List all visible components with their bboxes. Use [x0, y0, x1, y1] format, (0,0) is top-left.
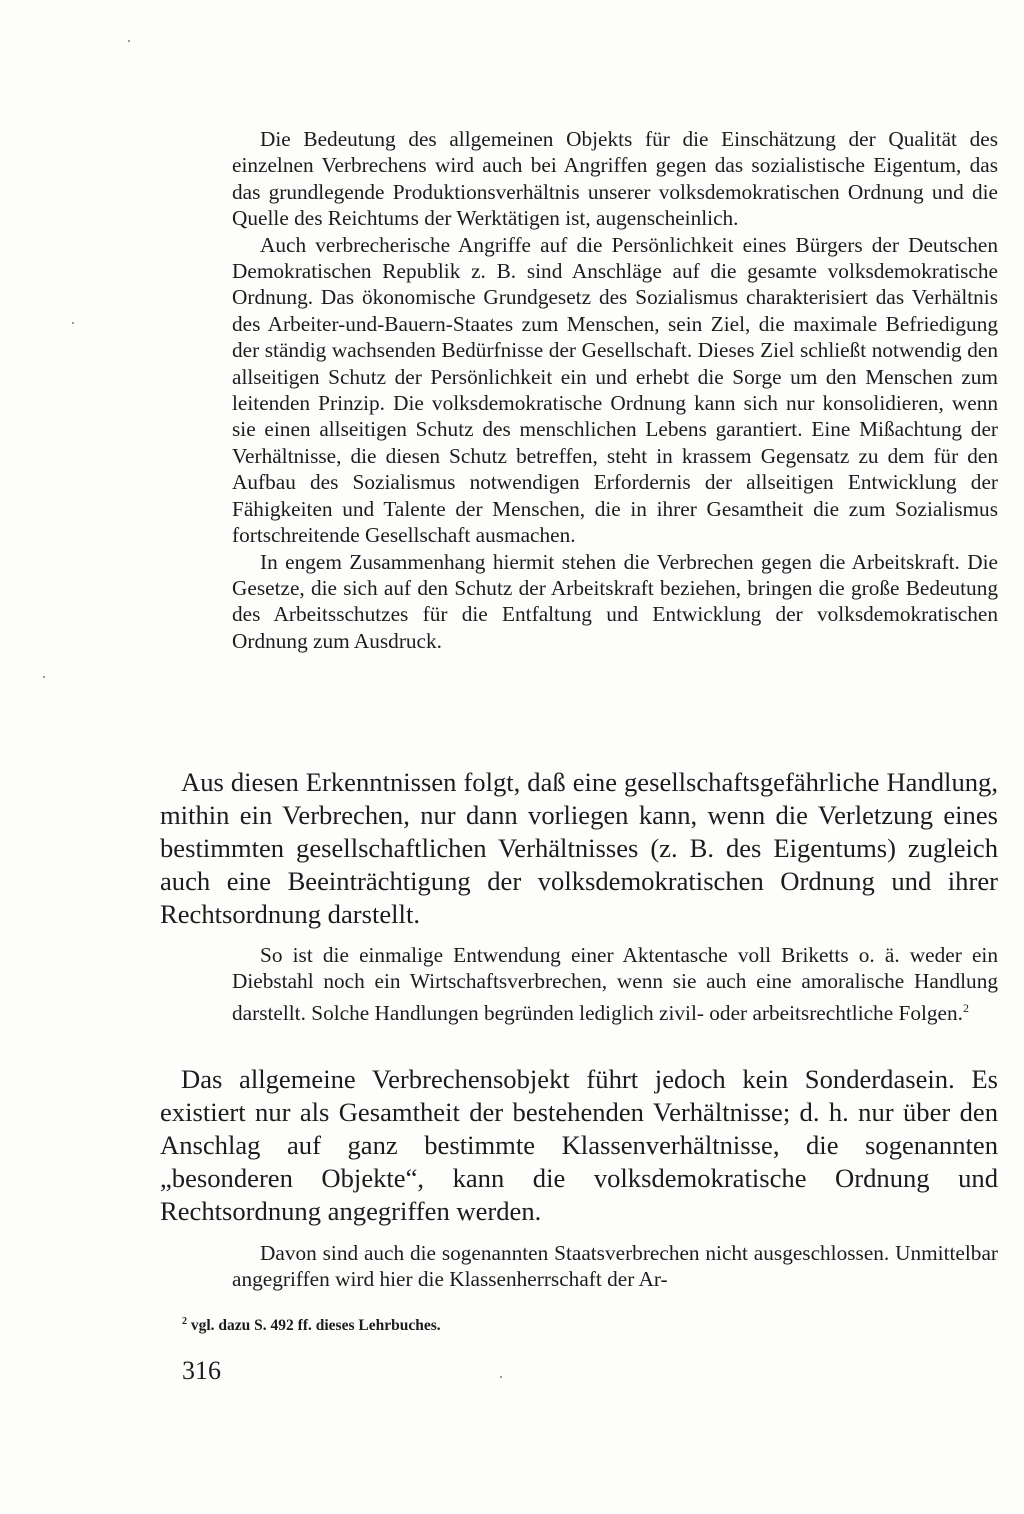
- paragraph-6: Das allgemeine Verbrechensobjekt führt jedoch kein Sonderdasein. Es existiert nur als Gesamtheit der bestehenden Verhältnisse; d. h. nur über den Anschlag auf ganz bestimmte Klassenverhältnisse, die sogenannten „besonderen Objekte“, kann die volksdemokratische Ordnung und Rechtsordnung angegriffen werden.: [160, 1064, 998, 1226]
- scan-speck: [43, 676, 45, 678]
- paragraph-5-text: So ist die einmalige Entwendung einer Aktentasche voll Briketts o. ä. weder ein Diebstahl noch ein Wirtschaftsverbrechen, wenn sie auch eine amoralische Handlung darstellt. Solche Handlungen begründen lediglich zivil- oder arbeitsrechtliche Folgen.: [232, 943, 998, 1025]
- scan-speck: [128, 40, 130, 42]
- footnote-reference: 2: [962, 1000, 969, 1015]
- paragraph-4: Aus diesen Erkenntnissen folgt, daß eine gesellschaftsgefährliche Handlung, mithin ein Verbrechen, nur dann vorliegen kann, wenn die Verletzung eines bestimmten gesellschaftlichen Verhältnisses (z. B. des Eigentums) zugleich auch eine Beeinträchtigung der volksdemokratischen Ordnung und ihrer Rechtsordnung darstellt.: [160, 767, 998, 929]
- paragraph-7: Davon sind auch die sogenannten Staatsverbrechen nicht ausgeschlossen. Unmittelbar angegriffen wird hier die Klassenherrschaft der Ar-: [232, 1241, 998, 1292]
- paragraph-3: In engem Zusammenhang hiermit stehen die Verbrechen gegen die Arbeitskraft. Die Gesetze, die sich auf den Schutz der Arbeitskraft beziehen, bringen die große Bedeutung des Arbeitsschutzes für die Entfaltung und Entwicklung der volksdemokratischen Ordnung zum Ausdruck.: [232, 549, 998, 653]
- paragraph-5: [232, 942, 998, 1026]
- footnote: [182, 1316, 441, 1335]
- text-block-3: [232, 1240, 998, 1293]
- scan-speck: [72, 322, 74, 324]
- text-block-2: [232, 942, 998, 1026]
- paragraph-2: Auch verbrecherische Angriffe auf die Persönlichkeit eines Bürgers der Deutschen Demokratischen Republik z. B. sind Anschläge auf die gesamte volksdemokratische Ordnung. Das ökonomische Grundgesetz des Sozialismus charakterisiert das Verhältnis des Arbeiter-und-Bauern-Staates zum Menschen, sein Ziel, die maximale Befriedigung der ständig wachsenden Bedürfnisse der Gesellschaft. Dieses Ziel schließt notwendig den allseitigen Schutz der Persönlichkeit ein und erhebt die Sorge um den Menschen zum leitenden Prinzip. Die volksdemokratische Ordnung kann sich nur konsolidieren, wenn sie einen allseitigen Schutz des menschlichen Lebens garantiert. Eine Mißachtung der Verhältnisse, die diesen Schutz betreffen, steht in krassem Gegensatz zu dem für den Aufbau des Sozialismus notwendigen Erfordernis der allseitigen Entwicklung der Fähigkeiten und Talente der Menschen, die in ihrer Gesamtheit die zum Sozialismus fortschreitende Gesellschaft ausmachen.: [232, 232, 998, 548]
- paragraph-1: Die Bedeutung des allgemeinen Objekts für die Einschätzung der Qualität des einzelnen Verbrechens wird auch bei Angriffen gegen das sozialistische Eigentum, das das grundlegende Produktionsverhältnis unserer volksdemokratischen Ordnung und die Quelle des Reichtums der Werktätigen ist, augenscheinlich.: [232, 127, 998, 231]
- page-number: 316: [182, 1356, 221, 1385]
- scan-speck: [500, 1376, 502, 1378]
- footnote-mark: 2: [182, 1316, 187, 1327]
- footnote-text: vgl. dazu S. 492 ff. dieses Lehrbuches.: [190, 1317, 441, 1335]
- text-block-1: [232, 126, 998, 654]
